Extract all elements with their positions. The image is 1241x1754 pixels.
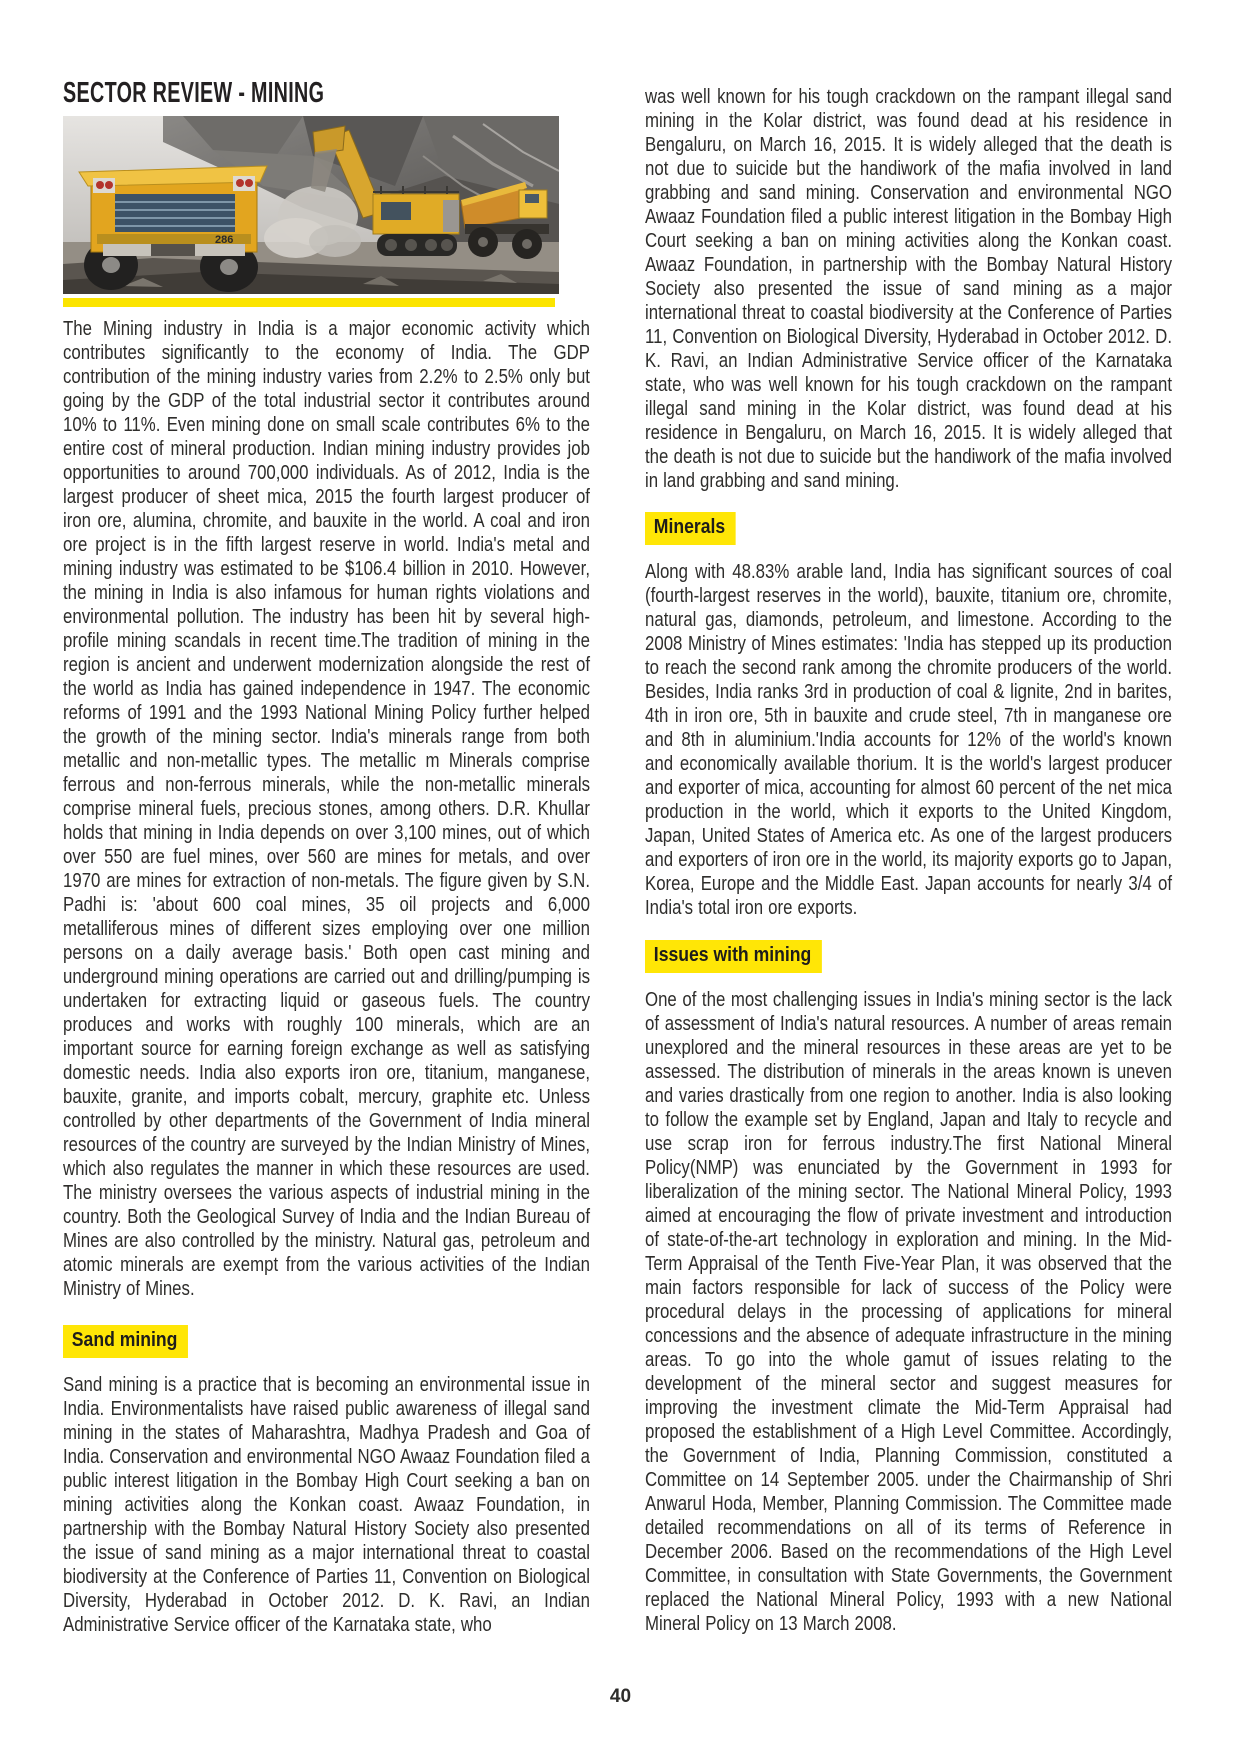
mining-photo [63,116,559,294]
intro-paragraph: The Mining industry in India is a major economic activity which contributes significantly to the economy of India. The GDP contribution of the mining industry varies from 2.2% to 2.5% only but going by the GDP of the total industrial sector it contributes around 10% to 11%. Even mining done on small scale contributes 6% to the entire cost of mineral production. Indian mining industry provides job opportunities to around 700,000 individuals. As of 2012, India is the largest producer of sheet mica, 2015 the fourth largest producer of iron ore, alumina, chromite, and bauxite in the world. A coal and iron ore project is in the fifth largest reserve in world. India's metal and mining industry was estimated to be $106.4 billion in 2010. However, the mining in India is also infamous for human rights violations and environmental pollution. The industry has been hit by several high-profile mining scandals in recent time.The tradition of mining in the region is ancient and underwent modernization alongside the rest of the world as India has gained independence in 1947. The economic reforms of 1991 and the 1993 National Mining Policy further helped the growth of the mining sector. India's minerals range from both metallic and non-metallic types. The metallic m Minerals comprise ferrous and non-ferrous minerals, while the non-metallic minerals comprise mineral fuels, precious stones, among others. D.R. Khullar holds that mining in India depends on over 3,100 mines, out of which over 550 are fuel mines, over 560 are mines for metals, and over 1970 are mines for extraction of non-metals. The figure given by S.N. Padhi is: 'about 600 coal mines, 35 oil projects and 6,000 metalliferous mines of different sizes employing over one million persons on a daily average basis.' Both open cast mining and underground mining operations are carried out and drilling/pumping is undertaken for extracting liquid or gaseous fuels. The country produces and works with roughly 100 minerals, which are an important source for earning foreign exchange as well as satisfying domestic needs. India also exports iron ore, titanium, manganese, bauxite, granite, and imports cobalt, mercury, graphite etc. Unless controlled by other departments of the Government of India mineral resources of the country are surveyed by the Indian Ministry of Mines, which also regulates the manner in which these resources are used. The ministry oversees the various aspects of industrial mining in the country. Both the Geological Survey of India and the Indian Bureau of Mines are also controlled by the ministry. Natural gas, petroleum and atomic minerals are exempt from the various activities of the Indian Ministry of Mines. [63,318,590,1300]
page-number: 40 [609,1686,632,1707]
photo-underline-bar [63,298,555,307]
left-column [63,78,590,1637]
section-heading-minerals: Minerals [645,512,736,545]
issues-heading-row [645,940,1172,973]
truck-number-label: 286 [215,234,234,246]
mining-photo-illustration [63,116,559,294]
sand-mining-paragraph: Sand mining is a practice that is becoming an environmental issue in India. Environmentalists have raised public awareness of illegal sand mining in the states of Maharashtra, Madhya Pradesh and Goa of India. Conservation and environmental NGO Awaaz Foundation filed a public interest litigation in the Bombay High Court seeking a ban on mining activities along the Konkan coast. Awaaz Foundation, in partnership with the Bombay Natural History Society also presented the issue of sand mining as a major international threat to coastal biodiversity at the Conference of Parties 11, Convention on Biological Diversity, Hyderabad in October 2012. D. K. Ravi, an Indian Administrative Service officer of the Karnataka state, who [63,1374,590,1636]
two-column-layout [63,78,1173,1637]
minerals-paragraph: Along with 48.83% arable land, India has significant sources of coal (fourth-largest reserves in the world), bauxite, titanium ore, chromite, natural gas, diamonds, petroleum, and limestone. According to the 2008 Ministry of Mines estimates: 'India has stepped up its production to reach the second rank among the chromite producers of the world. Besides, India ranks 3rd in production of coal & lignite, 2nd in barites, 4th in iron ore, 5th in bauxite and crude steel, 7th in manganese ore and 8th in aluminium.'India accounts for 12% of the world's known and economically available thorium. It is the world's largest producer and exporter of mica, accounting for almost 60 percent of the net mica production in the world, which it exports to the United Kingdom, Japan, United States of America etc. As one of the largest producers and exporters of iron ore in the world, its majority exports go to Japan, Korea, Europe and the Middle East. Japan accounts for nearly 3/4 of India's total iron ore exports. [645,561,1172,919]
minerals-heading-row [645,512,1172,545]
section-heading-issues-with-mining: Issues with mining [645,940,822,973]
section-heading-sand-mining: Sand mining [63,1325,188,1358]
right-column [645,78,1172,1637]
page-title: SECTOR REVIEW - MINING [63,77,325,109]
sand-mining-heading-row [63,1325,590,1358]
issues-paragraph: One of the most challenging issues in India's mining sector is the lack of assessment of India's natural resources. A number of areas remain unexplored and the mineral resources in these areas are yet to be assessed. The distribution of minerals in the areas known is uneven and varies drastically from one region to another. India is also looking to follow the example set by England, Japan and Italy to recycle and use scrap iron for ferrous industry.The first National Mineral Policy(NMP) was enunciated by the Government in 1993 for liberalization of the mining sector. The National Mineral Policy, 1993 aimed at encouraging the flow of private investment and introduction of state-of-the-art technology in exploration and mining. In the Mid-Term Appraisal of the Tenth Five-Year Plan, it was observed that the main factors responsible for lack of success of the Policy were procedural delays in the processing of applications for mineral concessions and the absence of adequate infrastructure in the mining areas. To go into the whole gamut of issues relating to the development of the mineral sector and suggest measures for improving the investment climate the Mid-Term Appraisal had proposed the establishment of a High Level Committee. Accordingly, the Government of India, Planning Commission, constituted a Committee on 14 September 2005. under the Chairmanship of Shri Anwarul Hoda, Member, Planning Commission. The Committee made detailed recommendations on all of its terms of Reference in December 2006. Based on the recommendations of the High Level Committee, in consultation with State Governments, the Government replaced the National Mineral Policy, 1993 with a new National Mineral Policy on 13 March 2008. [645,989,1172,1635]
continuation-paragraph: was well known for his tough crackdown on the rampant illegal sand mining in the Kolar district, was found dead at his residence in Bengaluru, on March 16, 2015. It is widely alleged that the death is not due to suicide but the handiwork of the mafia involved in land grabbing and sand mining. Conservation and environmental NGO Awaaz Foundation filed a public interest litigation in the Bombay High Court seeking a ban on mining activities along the Konkan coast. Awaaz Foundation, in partnership with the Bombay Natural History Society also presented the issue of sand mining as a major international threat to coastal biodiversity at the Conference of Parties 11, Convention on Biological Diversity, Hyderabad in October 2012. D. K. Ravi, an Indian Administrative Service officer of the Karnataka state, who was well known for his tough crackdown on the rampant illegal sand mining in the Kolar district, was found dead at his residence in Bengaluru, on March 16, 2015. It is widely alleged that the death is not due to suicide but the handiwork of the mafia involved in land grabbing and sand mining. [645,86,1172,492]
